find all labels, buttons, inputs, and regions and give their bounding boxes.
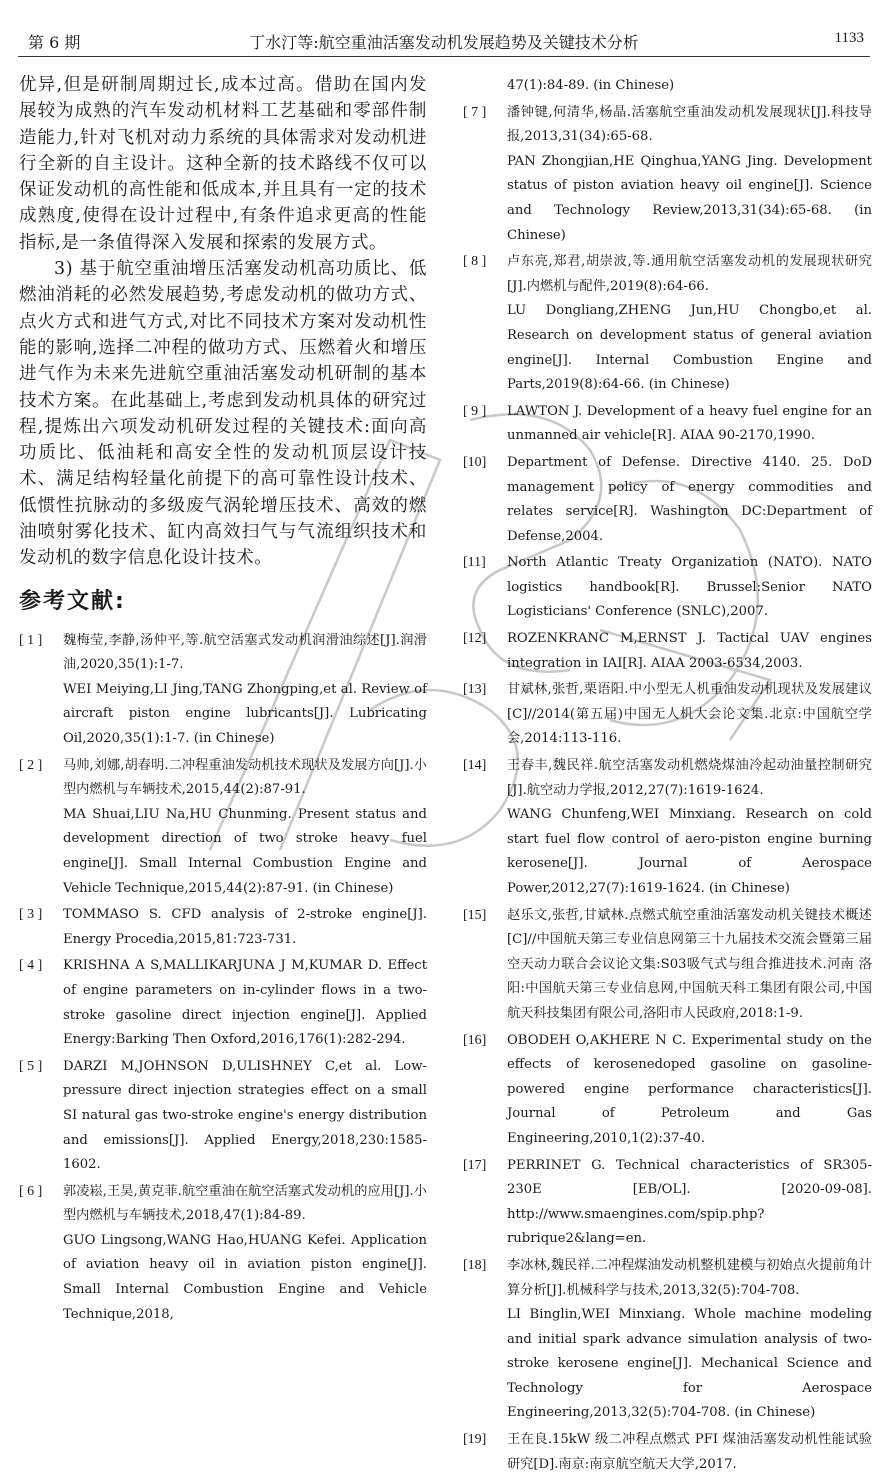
reference-line: ROZENKRANC M,ERNST J. Tactical UAV engines integration in IAI[R]. AIAA 2003-6534,2003. [507,631,872,671]
reference-line: 魏梅莹,李静,汤仲平,等.航空活塞式发动机润滑油综述[J].润滑油,2020,35(1):1-7. [63,632,427,673]
reference-text [63,954,427,1052]
reference-text [63,1180,427,1328]
reference-list-right [463,101,872,1477]
reference-text [507,1428,872,1477]
reference-line: Department of Defense. Directive 4140. 25. DoD management policy of energy commodities and relates service[R]. Washington DC:Department of Defense,2004. [507,454,872,544]
reference-line: PERRINET G. Technical characteristics of SR305-230E [EB/OL]. [2020-09-08]. http://www.smaengines.com/spip.php? rubrique2&lang=en. [507,1157,872,1247]
reference-number: [10] [463,454,487,470]
reference-number: [14] [463,758,487,774]
reference-line: WEI Meiying,LI Jing,TANG Zhongping,et al. Review of aircraft piston engine lubricants[J]. Lubricating Oil,2020,35(1):1-7. (in Chinese) [63,681,427,747]
page-number: 1133 [834,30,864,46]
reference-number: [11] [463,555,486,571]
reference-number: [ 4 ] [19,958,43,974]
reference-text [507,678,872,752]
reference-item [463,754,872,902]
reference-number: [18] [463,1257,487,1273]
reference-continuation: 47(1):84-89. (in Chinese) [507,78,675,93]
reference-line: 马帅,刘娜,胡春明.二冲程重油发动机技术现状及发展方向[J].小型内燃机与车辆技术,2015,44(2):87-91. [63,757,427,798]
reference-item [463,101,872,249]
reference-item [19,1055,427,1178]
reference-item [463,904,872,1027]
page-header [18,24,870,57]
reference-text [507,1029,872,1152]
running-title: 丁水汀等:航空重油活塞发动机发展趋势及关键技术分析 [249,33,639,52]
reference-item [463,400,872,449]
reference-item [463,627,872,676]
reference-number: [15] [463,907,487,923]
reference-line: 李冰林,魏民祥.二冲程煤油发动机整机建模与初始点火提前角计算分析[J].机械科学与技术,2013,32(5):704-708. [507,1257,872,1298]
reference-text [507,754,872,902]
reference-line: 潘钟键,何清华,杨晶.活塞航空重油发动机发展现状[J].科技导报,2013,31(34):65-68. [507,104,872,145]
reference-text [507,551,872,625]
reference-text [507,250,872,398]
reference-text [63,1055,427,1178]
reference-item [19,903,427,952]
reference-line: KRISHNA A S,MALLIKARJUNA J M,KUMAR D. Effect of engine parameters on in-cylinder flows in a two-stroke gasoline direct injection engine[J]. Applied Energy:Barking Then Oxford,2016,176(1):282-294. [63,958,427,1048]
reference-number: [12] [463,631,487,647]
reference-number: [13] [463,682,487,698]
reference-item [463,1428,872,1477]
reference-item [463,1254,872,1426]
reference-text [63,754,427,902]
reference-text [63,629,427,752]
reference-number: [ 6 ] [19,1183,43,1199]
reference-item [463,1029,872,1152]
reference-number: [ 3 ] [19,907,43,923]
reference-text [507,1254,872,1426]
reference-line: 甘斌林,张哲,栗语阳.中小型无人机重油发动机现状及发展建议[C]//2014(第五届)中国无人机大会论文集.北京:中国航空学会,2014:113-116. [507,682,872,747]
body-paragraph: 优异,但是研制周期过长,成本过高。借助在国内发展较为成熟的汽车发动机材料工艺基础和零部件制造能力,针对飞机对动力系统的具体需求对发动机进行全新的自主设计。这种全新的技术路线不仅可以保证发动机的高性能和低成本,并且具有一定的技术成熟度,使得在设计过程中,有条件追求更高的性能指标,是一条值得深入发展和探索的发展方式。 [19,75,427,253]
reference-item [463,1154,872,1252]
reference-item [463,551,872,625]
reference-item [19,754,427,902]
reference-text [507,101,872,249]
reference-text [507,451,872,549]
reference-line: 卢东亮,郑君,胡崇波,等.通用航空活塞发动机的发展现状研究[J].内燃机与配件,2019(8):64-66. [507,254,872,294]
reference-line: OBODEH O,AKHERE N C. Experimental study on the effects of kerosenedoped gasoline on gasoline-powered engine performance characteristics[J]. Journal of Petroleum and Gas Engineering,2010,1(2):37-40. [507,1032,872,1146]
reference-text [63,903,427,952]
reference-list-left [19,629,427,1328]
reference-line: 赵乐文,张哲,甘斌林.点燃式航空重油活塞发动机关键技术概述[C]//中国航天第三专业信息网第三十九届技术交流会暨第三届空天动力联合会议论文集:S03吸气式与组合推进技术.河南 洛阳:中国航天第三专业信息网,中国航天科工集团有限公司,中国航天科技集团有限公司,洛阳市人民政府,2018:1-9. [507,907,872,1021]
right-column [463,74,872,1477]
reference-line: LAWTON J. Development of a heavy fuel engine for an unmanned air vehicle[R]. AIAA 90-2170,1990. [507,403,872,444]
reference-line: MA Shuai,LIU Na,HU Chunming. Present status and development direction of two stroke heavy fuel engine[J]. Small Internal Combustion Engine and Vehicle Technique,2015,44(2):87-91. (in Chinese) [63,806,427,896]
reference-number: [16] [463,1032,487,1048]
reference-text [507,1154,872,1252]
reference-number: [ 1 ] [19,632,43,648]
reference-line: LU Dongliang,ZHENG Jun,HU Chongbo,et al. Research on development status of general aviation engine[J]. Internal Combustion Engine and Parts,2019(8):64-66. (in Chinese) [507,303,872,393]
reference-line: North Atlantic Treaty Organization (NATO). NATO logistics handbook[R]. Brussel:Senior NATO Logisticians' Conference (SNLC),2007. [507,555,872,620]
reference-line: LI Binglin,WEI Minxiang. Whole machine modeling and initial spark advance simulation analysis of two-stroke kerosene engine[J]. Mechanical Science and Technology for Aerospace Engineering,2013,32(5):704-708. (in Chinese) [507,1307,872,1421]
reference-line: PAN Zhongjian,HE Qinghua,YANG Jing. Development status of piston aviation heavy oil engine[J]. Science and Technology Review,2013,31(34):65-68. (in Chinese) [507,153,872,243]
reference-line: 王春丰,魏民祥.航空活塞发动机燃烧煤油冷起动油量控制研究[J].航空动力学报,2012,27(7):1619-1624. [507,758,872,798]
reference-line: TOMMASO S. CFD analysis of 2-stroke engine[J]. Energy Procedia,2015,81:723-731. [63,907,427,947]
reference-item [463,451,872,549]
reference-line: 王在良.15kW 级二冲程点燃式 PFI 煤油活塞发动机性能试验研究[D].南京:南京航空航天大学,2017. [507,1432,872,1472]
reference-text [507,400,872,449]
reference-item [19,1180,427,1328]
reference-number: [ 2 ] [19,757,43,773]
reference-text [507,904,872,1027]
reference-number: [ 7 ] [463,104,487,120]
left-column [19,72,427,1327]
references-heading: 参考文献: [19,588,126,614]
reference-line: WANG Chunfeng,WEI Minxiang. Research on cold start fuel flow control of aero-piston engine burning kerosene[J]. Journal of Aerospace Power,2012,27(7):1619-1624. (in Chinese) [507,807,872,896]
reference-number: [17] [463,1157,487,1173]
issue-label: 第 6 期 [28,33,81,52]
reference-line: DARZI M,JOHNSON D,ULISHNEY C,et al. Low-pressure direct injection strategies effect on a small SI natural gas two-stroke engine's energy distribution and emissions[J]. Applied Energy,2018,230:1585-1602. [63,1058,427,1173]
reference-number: [19] [463,1432,487,1448]
reference-number: [ 9 ] [463,403,487,419]
reference-number: [ 5 ] [19,1058,43,1074]
reference-number: [ 8 ] [463,254,487,270]
reference-item [463,678,872,752]
reference-item [463,250,872,398]
reference-line: GUO Lingsong,WANG Hao,HUANG Kefei. Application of aviation heavy oil in aviation piston engine[J]. Small Internal Combustion Engine and Vehicle Technique,2018, [63,1232,427,1322]
reference-text [507,627,872,676]
reference-item [19,954,427,1052]
reference-item [19,629,427,752]
reference-line: 郭凌崧,王昊,黄克菲.航空重油在航空活塞式发动机的应用[J].小型内燃机与车辆技术,2018,47(1):84-89. [63,1183,427,1224]
body-paragraph: 3) 基于航空重油增压活塞发动机高功质比、低燃油消耗的必然发展趋势,考虑发动机的做功方式、点火方式和进气方式,对比不同技术方案对发动机性能的影响,选择二冲程的做功方式、压燃着火和增压进气作为未来先进航空重油活塞发动机研制的基本技术方案。在此基础上,考虑到发动机具体的研究过程,提炼出六项发动机研发过程的关键技术:面向高功质比、低油耗和高安全性的发动机顶层设计技术、满足结构轻量化前提下的高可靠性设计技术、低惯性抗脉动的多级废气涡轮增压技术、高效的燃油喷射雾化技术、缸内高效扫气与气流组织技术和发动机的数字信息化设计技术。 [19,259,427,569]
